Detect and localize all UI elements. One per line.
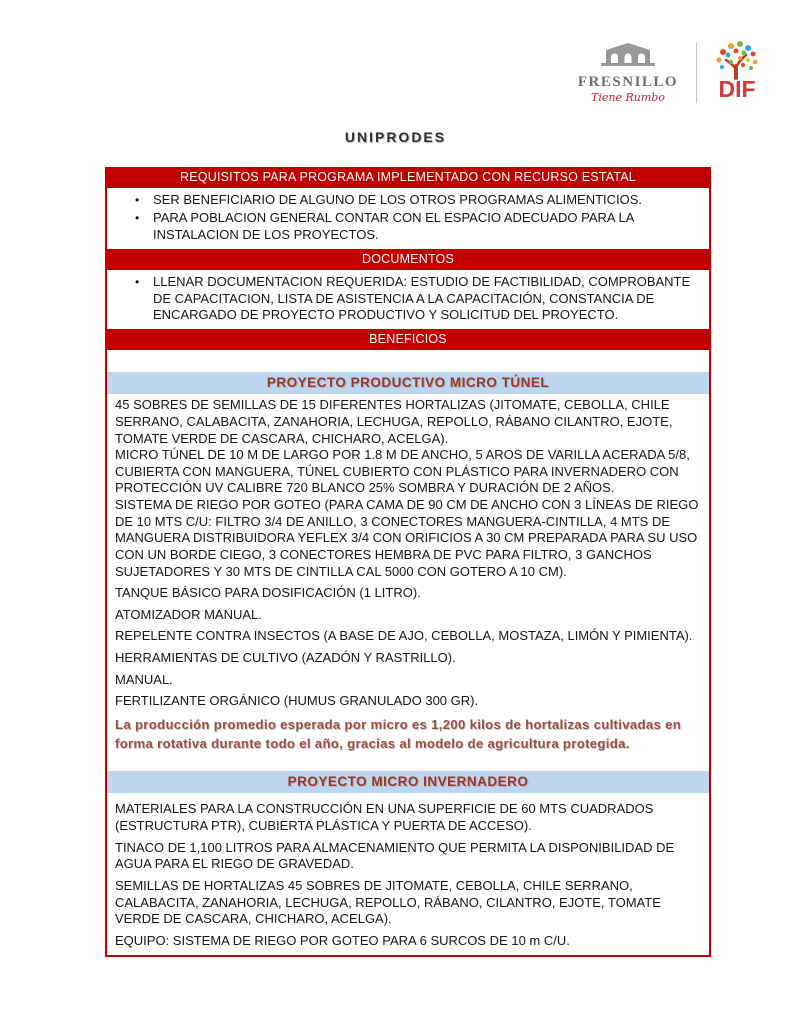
bullet-marker: • bbox=[135, 274, 140, 289]
benefit-paragraph: EQUIPO: SISTEMA DE RIEGO POR GOTEO PARA 6 SURCOS DE 10 m C/U. bbox=[115, 932, 570, 948]
project-header-micro-invernadero: PROYECTO MICRO INVERNADERO bbox=[107, 771, 709, 793]
benefit-paragraph: TINACO DE 1,100 LITROS PARA ALMACENAMIENTO QUE PERMITA LA DISPONIBILIDAD DE AGUA PARA EL RIEGO DE GRAVEDAD. bbox=[115, 839, 675, 872]
micro-tunel-body bbox=[107, 394, 709, 759]
header-logos bbox=[572, 38, 765, 107]
micro-invernadero-body bbox=[107, 793, 709, 955]
spacer bbox=[107, 759, 709, 771]
requirement-text: PARA POBLACION GENERAL CONTAR CON EL ESPACIO ADECUADO PARA LA INSTALACION DE LOS PROYECTOS. bbox=[153, 209, 634, 242]
program-table bbox=[105, 167, 711, 957]
section-header-documentos: DOCUMENTOS bbox=[107, 249, 709, 270]
benefit-paragraph: SISTEMA DE RIEGO POR GOTEO (PARA CAMA DE 90 CM DE ANCHO CON 3 LÍNEAS DE RIEGO DE 10 MTS C/U: FILTRO 3/4 DE ANILLO, 3 CONECTORES MANGUERA-CINTILLA, 4 MTS DE MANGUERA DISTRIBUIDORA YEFLEX 3/4 CON ORIFICIOS A 30 CM PREPARADA PARA SU USO CON UN BORDE CIEGO, 3 CONECTORES HEMBRA DE PVC PARA FILTRO, 3 GANCHOS SUJETADORES Y 30 MTS DE CINTILLA CAL 5000 CON GOTERO A 10 CM). bbox=[115, 497, 699, 579]
production-highlight: La producción promedio esperada por micro es 1,200 kilos de hortalizas cultivadas en forma rotativa durante todo el año, gracias al modelo de agricultura protegida. bbox=[115, 716, 682, 751]
bullet-marker: • bbox=[135, 210, 140, 225]
benefit-paragraph: MICRO TÚNEL DE 10 M DE LARGO POR 1.8 M DE ANCHO, 5 AROS DE VARILLA ACERADA 5/8, CUBIERTA CON MANGUERA, TÚNEL CUBIERTO CON PLÁSTICO PARA INVERNADERO CON PROTECCIÓN UV CALIBRE 720 BLANCO 25% SOMBRA Y DURACIÓN DE 2 AÑOS. bbox=[115, 447, 690, 496]
requirement-item bbox=[113, 192, 699, 209]
svg-text:DIF: DIF bbox=[718, 76, 756, 102]
benefit-paragraph: MANUAL. bbox=[115, 671, 173, 687]
section-header-beneficios: BENEFICIOS bbox=[107, 329, 709, 350]
benefit-paragraph: REPELENTE CONTRA INSECTOS (A BASE DE AJO, CEBOLLA, MOSTAZA, LIMÓN Y PIMIENTA). bbox=[115, 628, 693, 644]
project-header-micro-tunel: PROYECTO PRODUCTIVO MICRO TÚNEL bbox=[107, 372, 709, 394]
bullet-marker: • bbox=[135, 193, 140, 207]
requisitos-list bbox=[107, 188, 709, 249]
document-text: LLENAR DOCUMENTACION REQUERIDA: ESTUDIO DE FACTIBILIDAD, COMPROBANTE DE CAPACITACION, LISTA DE ASISTENCIA A LA CAPACITACIÓN, CONSTANCIA DE ENCARGADO DE PROYECTO PRODUCTIVO Y SOLICITUD DEL PROYECTO. bbox=[153, 273, 691, 323]
dif-tree-icon bbox=[709, 76, 765, 106]
benefit-paragraph: MATERIALES PARA LA CONSTRUCCIÓN EN UNA SUPERFICIE DE 60 MTS CUADRADOS (ESTRUCTURA PTR), CUBIERTA PLÁSTICA Y PUERTA DE ACCESO). bbox=[115, 801, 654, 834]
fresnillo-logo-name: FRESNILLO bbox=[577, 73, 679, 90]
benefit-paragraph: 45 SOBRES DE SEMILLAS DE 15 DIFERENTES HORTALIZAS (JITOMATE, CEBOLLA, CHILE SERRANO, CALABACITA, ZANAHORIA, LECHUGA, REPOLLO, RÁBANO CILANTRO, EJOTE, TOMATE VERDE DE CASCARA, CHICHARO, ACELGA). bbox=[115, 397, 673, 446]
requirement-text: SER BENEFICIARIO DE ALGUNO DE LOS OTROS PROGRAMAS ALIMENTICIOS. bbox=[153, 192, 643, 207]
benefit-paragraph: ATOMIZADOR MANUAL. bbox=[115, 606, 262, 622]
benefit-paragraph: SEMILLAS DE HORTALIZAS 45 SOBRES DE JITOMATE, CEBOLLA, CHILE SERRANO, CALABACITA, ZANAHORIA, LECHUGA, REPOLLO, RÁBANO, CILANTRO, EJOTE, TOMATE VERDE DE CASCARA, CHICHARO, ACELGA). bbox=[115, 877, 661, 927]
fresnillo-logo bbox=[572, 42, 684, 104]
benefit-paragraph: TANQUE BÁSICO PARA DOSIFICACIÓN (1 LITRO). bbox=[115, 585, 421, 601]
logo-divider bbox=[696, 43, 697, 103]
dif-logo bbox=[709, 38, 765, 107]
benefit-paragraph: FERTILIZANTE ORGÁNICO (HUMUS GRANULADO 300 GR). bbox=[115, 693, 479, 709]
benefit-paragraph: HERRAMIENTAS DE CULTIVO (AZADÓN Y RASTRILLO). bbox=[115, 650, 456, 666]
fresnillo-logo-tagline: Tiene Rumbo bbox=[591, 90, 665, 104]
documentos-list bbox=[107, 270, 709, 330]
requirement-item bbox=[113, 210, 699, 244]
spacer bbox=[107, 350, 709, 372]
page-title: UNIPRODES bbox=[344, 129, 447, 145]
document-item bbox=[113, 274, 699, 325]
fresnillo-building-icon bbox=[596, 55, 660, 72]
section-header-requisitos: REQUISITOS PARA PROGRAMA IMPLEMENTADO CON RECURSO ESTATAL bbox=[107, 167, 709, 188]
